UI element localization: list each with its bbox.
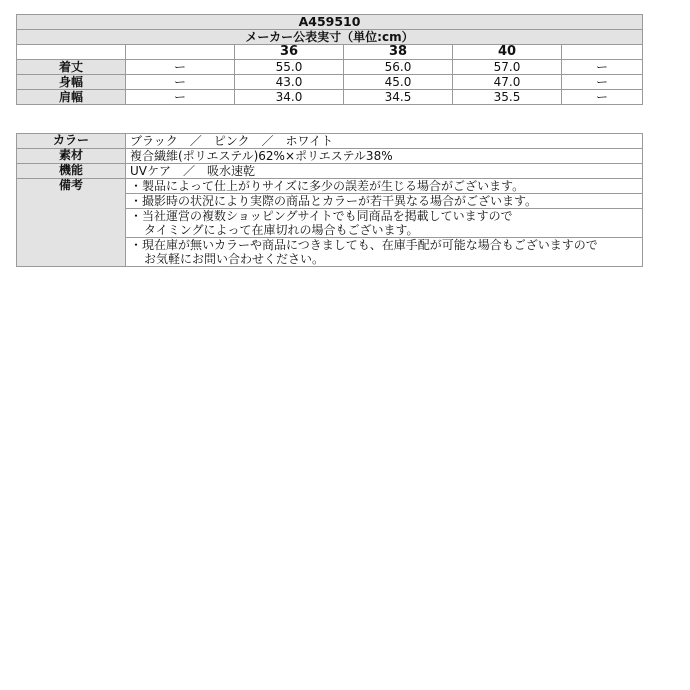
- spec-label: 機能: [17, 164, 126, 179]
- size-column-header: 36: [235, 45, 344, 60]
- note-line: ・撮影時の状況により実際の商品とカラーが若干異なる場合がございます。: [130, 194, 538, 208]
- size-value: ー: [562, 90, 643, 105]
- note-item: [126, 179, 643, 194]
- size-value: ー: [126, 90, 235, 105]
- size-value: 34.0: [235, 90, 344, 105]
- size-value: 34.5: [344, 90, 453, 105]
- note-line: お気軽にお問い合わせください。: [144, 252, 325, 266]
- spec-label: 素材: [17, 149, 126, 164]
- note-line: ・製品によって仕上がりサイズに多少の誤差が生じる場合がございます。: [130, 179, 525, 193]
- size-column-header: [562, 45, 643, 60]
- size-value: 55.0: [235, 60, 344, 75]
- size-value: 43.0: [235, 75, 344, 90]
- note-item: [126, 209, 643, 238]
- spec-row-color: [17, 134, 643, 149]
- size-value: 47.0: [453, 75, 562, 90]
- note-line: タイミングによって在庫切れの場合もございます。: [144, 223, 419, 237]
- note-item: [126, 194, 643, 209]
- spec-row-function: [17, 164, 643, 179]
- spec-label: 備考: [17, 179, 126, 267]
- size-column-header: 38: [344, 45, 453, 60]
- size-value: ー: [126, 75, 235, 90]
- size-value: ー: [562, 60, 643, 75]
- size-value: 35.5: [453, 90, 562, 105]
- note-item: [126, 238, 643, 267]
- size-row-label: 肩幅: [17, 90, 126, 105]
- color-value: ブラック ／ ピンク ／ ホワイト: [126, 134, 643, 149]
- size-row-shoulder: [17, 90, 643, 105]
- size-column-header: 40: [453, 45, 562, 60]
- spec-row-material: [17, 149, 643, 164]
- note-line: ・当社運営の複数ショッピングサイトでも同商品を掲載していますので: [130, 209, 513, 223]
- size-table-subtitle: メーカー公表実寸（単位:cm）: [17, 30, 643, 45]
- material-value: 複合繊維(ポリエステル)62%×ポリエステル38%: [126, 149, 643, 164]
- size-row-length: [17, 60, 643, 75]
- spec-table: [16, 133, 643, 267]
- product-code: A459510: [17, 15, 643, 30]
- size-value: 57.0: [453, 60, 562, 75]
- size-row-label: 着丈: [17, 60, 126, 75]
- size-header-corner: [17, 45, 126, 60]
- size-value: 45.0: [344, 75, 453, 90]
- size-row-label: 身幅: [17, 75, 126, 90]
- spec-label: カラー: [17, 134, 126, 149]
- size-row-chest: [17, 75, 643, 90]
- function-value: UVケア ／ 吸水速乾: [126, 164, 643, 179]
- size-column-header: [126, 45, 235, 60]
- size-value: 56.0: [344, 60, 453, 75]
- spec-row-note-1: [17, 179, 643, 194]
- size-value: ー: [126, 60, 235, 75]
- size-table: [16, 14, 643, 105]
- size-value: ー: [562, 75, 643, 90]
- note-line: ・現在庫が無いカラーや商品につきましても、在庫手配が可能な場合もございますので: [130, 238, 598, 252]
- size-header-row: [17, 45, 643, 60]
